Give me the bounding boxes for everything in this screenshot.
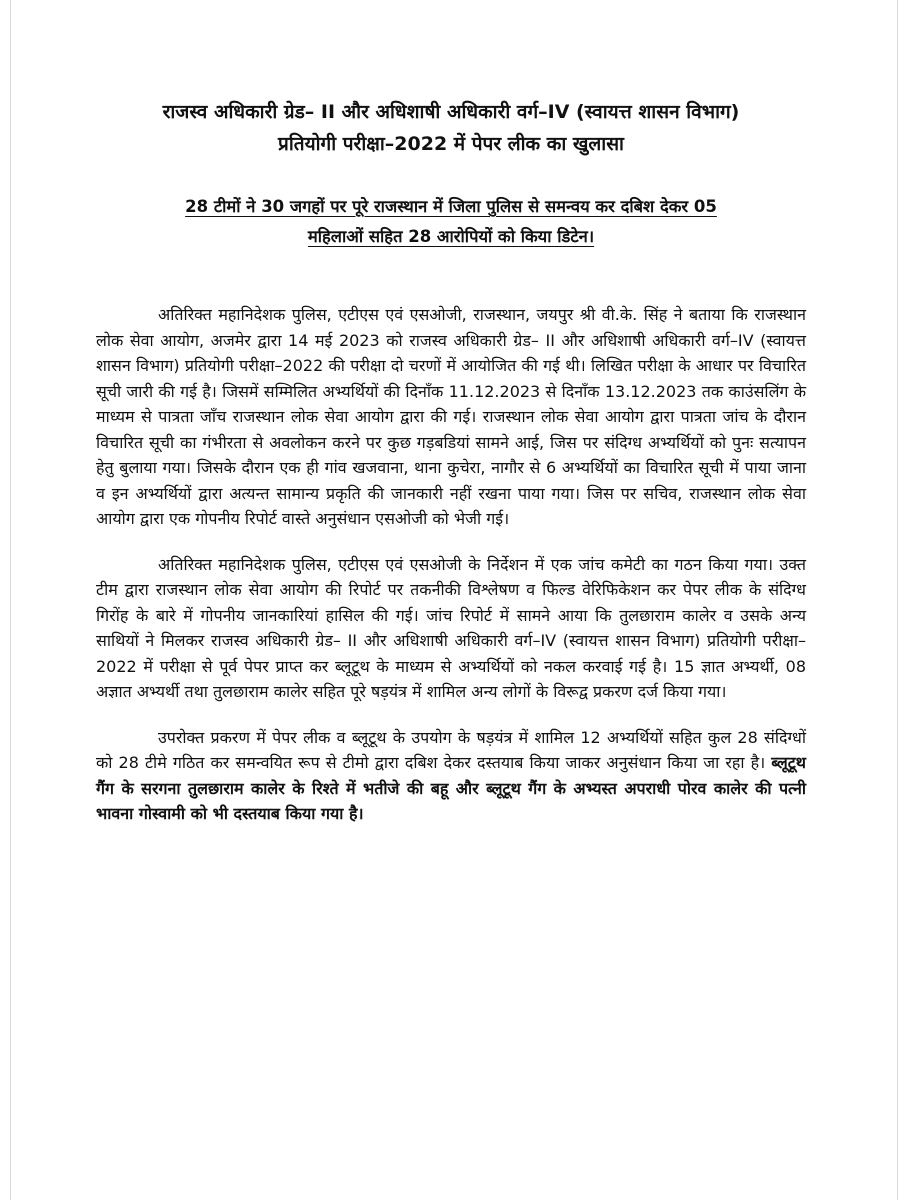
paragraph-3-text: उपरोक्त प्रकरण में पेपर लीक व ब्लूटूथ के उपयोग के षड़यंत्र में शामिल 12 अभ्यर्थियों सहित कुल 28 संदिग्धों को 28 टीमे गठित कर समन्वयित रूप से टीमो द्वारा दबिश देकर दस्तयाब किया जाकर अनुसंधान किया जा रहा है। bbox=[96, 727, 806, 772]
paragraph-3-bold-text: ब्लूटूथ गैंग के सरगना तुलछाराम कालेर के रिश्ते में भतीजे की बहू और ब्लूटूथ गैंग के अभ्यस्त अपराधी पोरव कालेर की पत्नी भावना गोस्वामी को भी दस्तयाब किया गया है। bbox=[96, 753, 806, 823]
page-edge-left bbox=[10, 0, 11, 1200]
subtitle-line-2: महिलाओं सहित 28 आरोपियों को किया डिटेन। bbox=[307, 227, 595, 246]
title-line-2: प्रतियोगी परीक्षा–2022 में पेपर लीक का खुलासा bbox=[278, 133, 624, 155]
paragraph-2: अतिरिक्त महानिदेशक पुलिस, एटीएस एवं एसओजी के निर्देशन में एक जांच कमेटी का गठन किया गया। उक्त टीम द्वारा राजस्थान लोक सेवा आयोग की रिपोर्ट पर तकनीकी विश्लेषण व फिल्ड वेरिफिकेशन कर पेपर लीक के संदिग्ध गिरोंह के बारे में गोपनीय जानकारियां हासिल की गई। जांच रिपोर्ट में सामने आया कि तुलछाराम कालेर व उसके अन्य साथियों ने मिलकर राजस्व अधिकारी ग्रेड– II और अधिशाषी अधिकारी वर्ग–IV (स्वायत्त शासन विभाग) प्रतियोगी परीक्षा–2022 में परीक्षा से पूर्व पेपर प्राप्त कर ब्लूटूथ के माध्यम से अभ्यर्थियों को नकल करवाई गई है। 15 ज्ञात अभ्यर्थी, 08 अज्ञात अभ्यर्थी तथा तुलछाराम कालेर सहित पूरे षड़यंत्र में शामिल अन्य लोगों के विरूद्व प्रकरण दर्ज किया गया। bbox=[96, 554, 806, 701]
press-release-document bbox=[96, 96, 806, 827]
paragraph-1: अतिरिक्त महानिदेशक पुलिस, एटीएस एवं एसओजी, राजस्थान, जयपुर श्री वी.के. सिंह ने बताया कि राजस्थान लोक सेवा आयोग, अजमेर द्वारा 14 मई 2023 को राजस्व अधिकारी ग्रेड– II और अधिशाषी अधिकारी वर्ग–IV (स्वायत्त शासन विभाग) प्रतियोगी परीक्षा–2022 की परीक्षा दो चरणों में आयोजित की गई थी। लिखित परीक्षा के आधार पर विचारित सूची जारी की गई है। जिसमें सम्मिलित अभ्यर्थियों की दिनाँक 11.12.2023 से दिनाँक 13.12.2023 तक काउंसलिंग के माध्यम से पात्रता जाँच राजस्थान लोक सेवा आयोग द्वारा की गई। राजस्थान लोक सेवा आयोग द्वारा पात्रता जांच के दौरान विचारित सूची का गंभीरता से अवलोकन करने पर कुछ गड़बडियां सामने आई, जिस पर संदिग्ध अभ्यर्थियों को पुनः सत्यापन हेतु बुलाया गया। जिसके दौरान एक ही गांव खजवाना, थाना कुचेरा, नागौर से 6 अभ्यर्थियों का विचारित सूची में पाया जाना व इन अभ्यर्थियों द्वारा अत्यन्त सामान्य प्रकृति की जानकारी नहीं रखना पाया गया। जिस पर सचिव, राजस्थान लोक सेवा आयोग द्वारा एक गोपनीय रिपोर्ट वास्ते अनुसंधान एसओजी को भेजी गई। bbox=[96, 305, 806, 528]
document-title bbox=[96, 96, 806, 160]
subtitle-line-1: 28 टीमों ने 30 जगहों पर पूरे राजस्थान में जिला पुलिस से समन्वय कर दबिश देकर 05 bbox=[185, 197, 717, 216]
title-line-1: राजस्व अधिकारी ग्रेड– II और अधिशाषी अधिकारी वर्ग–IV (स्वायत्त शासन विभाग) bbox=[162, 101, 740, 123]
paragraph-3 bbox=[96, 725, 806, 827]
document-subtitle bbox=[96, 192, 806, 252]
page-edge-right bbox=[897, 0, 898, 1200]
